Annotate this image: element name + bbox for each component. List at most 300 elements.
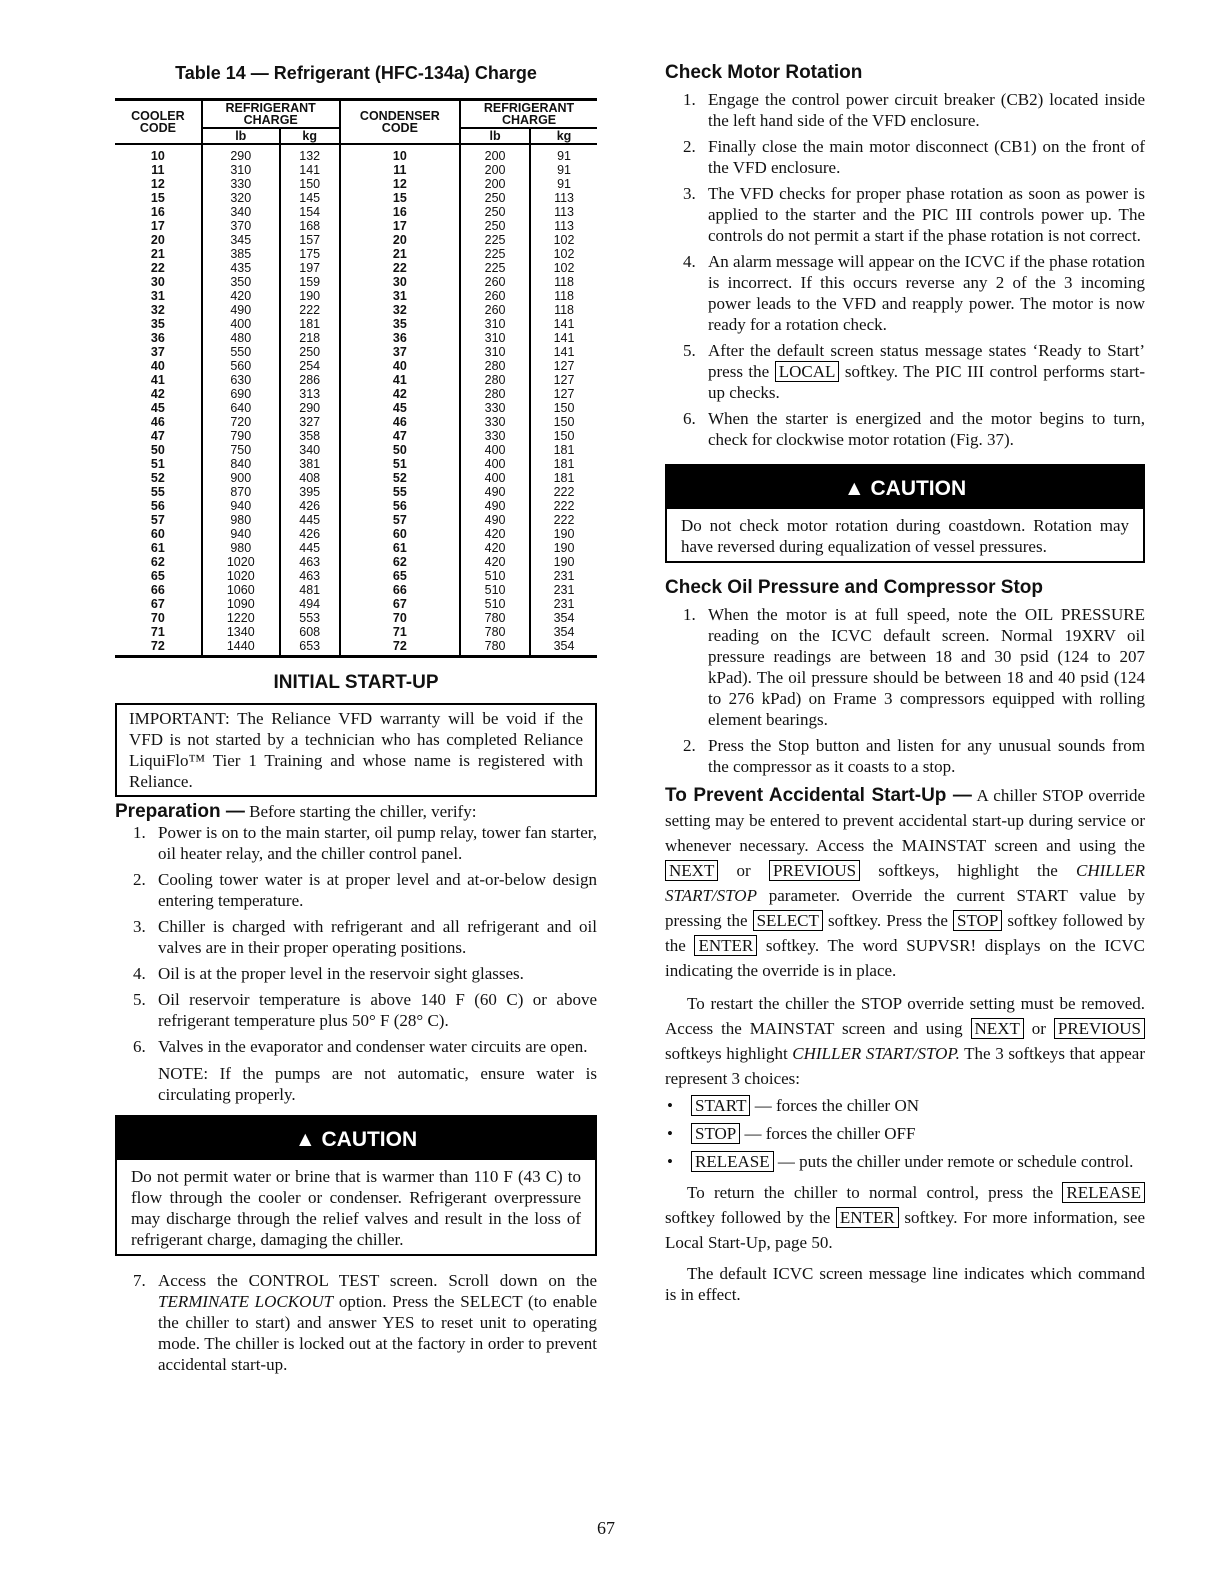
cooler-kg: 145 <box>280 191 340 205</box>
item-text: When the motor is at full speed, note the OIL PRESSURE reading on the ICVC default screen. Normal 19XRV oil pressure readings are between 18 and 30 psid (124 to 207 kPad). The oil pressure should be between 18 and 40 psid (124 to 276 kPad) on Frame 3 compressors equipped with rolling element bearings. <box>708 605 1145 729</box>
header-kg: kg <box>280 128 340 144</box>
table-row <box>115 373 597 387</box>
list-item <box>665 183 1145 246</box>
cooler-code: 56 <box>150 499 165 513</box>
condenser-code: 50 <box>340 443 461 457</box>
cooler-lb: 1020 <box>202 555 280 569</box>
cooler-lb: 980 <box>202 513 280 527</box>
condenser-code: 37 <box>340 345 461 359</box>
condenser-code: 57 <box>340 513 461 527</box>
paragraph-text: A chiller STOP override setting may be entered to prevent accidental start-up during service or whenever necessary. Access the MAINSTAT screen and using the <box>665 786 1145 855</box>
table-row <box>115 527 597 541</box>
cooler-code: 20 <box>150 233 165 247</box>
cooler-lb: 310 <box>202 163 280 177</box>
condenser-code: 47 <box>340 429 461 443</box>
softkey-label: PREVIOUS <box>769 860 860 881</box>
table-row <box>115 499 597 513</box>
item-number: 4. <box>133 964 146 983</box>
condenser-lb: 250 <box>460 191 530 205</box>
table-row <box>115 359 597 373</box>
condenser-code: 46 <box>340 415 461 429</box>
cooler-lb: 1060 <box>202 583 280 597</box>
cooler-lb: 290 <box>202 144 280 163</box>
cooler-kg: 132 <box>280 144 340 163</box>
cooler-lb: 550 <box>202 345 280 359</box>
item-number: 3. <box>133 917 146 936</box>
cooler-code: 37 <box>150 345 165 359</box>
cooler-kg: 175 <box>280 247 340 261</box>
condenser-code: 42 <box>340 387 461 401</box>
prevent-startup-heading: To Prevent Accidental Start-Up — <box>665 785 972 806</box>
cooler-lb: 870 <box>202 485 280 499</box>
condenser-lb: 280 <box>460 359 530 373</box>
cooler-lb: 1220 <box>202 611 280 625</box>
page-number: 67 <box>597 1518 615 1538</box>
table-row <box>115 471 597 485</box>
parameter-name: CHILLER START/STOP. <box>792 1044 960 1063</box>
item-number: 1. <box>683 605 696 624</box>
item-number: 7. <box>133 1271 146 1290</box>
cooler-kg: 222 <box>280 303 340 317</box>
condenser-lb: 280 <box>460 387 530 401</box>
condenser-code: 12 <box>340 177 461 191</box>
item-text: Finally close the main motor disconnect (CB1) on the front of the VFD enclosure. <box>708 137 1145 177</box>
preparation-intro: Before starting the chiller, verify: <box>244 802 477 821</box>
cooler-lb: 350 <box>202 275 280 289</box>
condenser-kg: 127 <box>530 373 597 387</box>
cooler-code: 32 <box>150 303 165 317</box>
item-number: 1. <box>133 823 146 842</box>
cooler-kg: 181 <box>280 317 340 331</box>
list-item <box>665 735 1145 777</box>
cooler-kg: 159 <box>280 275 340 289</box>
condenser-lb: 200 <box>460 177 530 191</box>
item-text: Press the Stop button and listen for any unusual sounds from the compressor as it coasts to a stop. <box>708 736 1145 776</box>
table-row <box>115 429 597 443</box>
bullet-icon: • <box>667 1124 673 1143</box>
condenser-lb: 225 <box>460 233 530 247</box>
cooler-kg: 494 <box>280 597 340 611</box>
cooler-lb: 420 <box>202 289 280 303</box>
item-text: — forces the chiller OFF <box>740 1124 916 1143</box>
cooler-lb: 1440 <box>202 639 280 657</box>
cooler-kg: 553 <box>280 611 340 625</box>
condenser-code: 45 <box>340 401 461 415</box>
list-item <box>665 408 1145 450</box>
cooler-kg: 286 <box>280 373 340 387</box>
paragraph-text: softkeys, highlight the <box>860 861 1077 880</box>
table-row <box>115 275 597 289</box>
condenser-lb: 260 <box>460 303 530 317</box>
softkey-label: SELECT <box>753 910 823 931</box>
condenser-kg: 141 <box>530 317 597 331</box>
condenser-code: 41 <box>340 373 461 387</box>
table-title: Table 14 — Refrigerant (HFC-134a) Charge <box>175 63 537 83</box>
cooler-code: 47 <box>150 429 165 443</box>
condenser-lb: 330 <box>460 415 530 429</box>
softkey-label: ENTER <box>694 935 757 956</box>
softkey-label: PREVIOUS <box>1054 1018 1145 1039</box>
cooler-lb: 490 <box>202 303 280 317</box>
condenser-lb: 200 <box>460 144 530 163</box>
condenser-kg: 222 <box>530 485 597 499</box>
item-text: Power is on to the main starter, oil pump relay, tower fan starter, oil heater relay, and the chiller control panel. <box>158 823 597 863</box>
bullet-icon: • <box>667 1152 673 1171</box>
cooler-kg: 313 <box>280 387 340 401</box>
item-number: 6. <box>133 1037 146 1056</box>
cooler-code: 60 <box>150 527 165 541</box>
item-text-italic: TERMINATE LOCKOUT <box>158 1292 334 1311</box>
warning-icon: ▲ <box>843 477 865 500</box>
item-text: — puts the chiller under remote or schedule control. <box>773 1152 1134 1171</box>
condenser-code: 15 <box>340 191 461 205</box>
condenser-kg: 190 <box>530 541 597 555</box>
list-item <box>115 869 597 911</box>
item-text: The VFD checks for proper phase rotation as soon as power is applied to the starter and the PIC III controls power up. The controls do not permit a start if the phase rotation is not correct. <box>708 184 1145 245</box>
caution-box <box>665 464 1145 563</box>
condenser-kg: 102 <box>530 247 597 261</box>
condenser-kg: 181 <box>530 443 597 457</box>
list-item <box>115 1270 597 1375</box>
item-text: When the starter is energized and the motor begins to turn, check for clockwise motor rotation (Fig. 37). <box>708 409 1145 449</box>
cooler-code: 46 <box>150 415 165 429</box>
condenser-kg: 118 <box>530 289 597 303</box>
condenser-code: 36 <box>340 331 461 345</box>
caution-text: Do not check motor rotation during coastdown. Rotation may have reversed during equalization of vessel pressures. <box>681 516 1129 556</box>
header-refrigerant-charge: REFRIGERANT CHARGE <box>460 100 597 129</box>
cooler-kg: 445 <box>280 541 340 555</box>
condenser-kg: 141 <box>530 345 597 359</box>
prevent-startup-paragraph <box>665 783 1145 983</box>
condenser-code: 60 <box>340 527 461 541</box>
preparation-list <box>115 822 597 1105</box>
caution-label: CAUTION <box>870 477 967 500</box>
list-item <box>115 916 597 958</box>
cooler-code: 61 <box>150 541 165 555</box>
condenser-kg: 354 <box>530 639 597 657</box>
item-note: NOTE: If the pumps are not automatic, ensure water is circulating properly. <box>158 1064 597 1104</box>
cooler-kg: 395 <box>280 485 340 499</box>
condenser-lb: 200 <box>460 163 530 177</box>
condenser-lb: 510 <box>460 597 530 611</box>
cooler-lb: 980 <box>202 541 280 555</box>
condenser-lb: 280 <box>460 373 530 387</box>
table-row <box>115 219 597 233</box>
cooler-lb: 940 <box>202 527 280 541</box>
condenser-code: 22 <box>340 261 461 275</box>
cooler-lb: 340 <box>202 205 280 219</box>
refrigerant-charge-table <box>115 98 597 658</box>
cooler-code: 71 <box>150 625 165 639</box>
table-row <box>115 443 597 457</box>
condenser-kg: 222 <box>530 513 597 527</box>
cooler-kg: 290 <box>280 401 340 415</box>
condenser-lb: 250 <box>460 205 530 219</box>
cooler-lb: 385 <box>202 247 280 261</box>
motor-rotation-list <box>665 89 1145 450</box>
softkey-label: NEXT <box>971 1018 1024 1039</box>
cooler-code: 41 <box>150 373 165 387</box>
condenser-kg: 190 <box>530 555 597 569</box>
condenser-kg: 181 <box>530 457 597 471</box>
softkey-label: STOP <box>953 910 1002 931</box>
cooler-kg: 190 <box>280 289 340 303</box>
condenser-kg: 150 <box>530 429 597 443</box>
list-item <box>665 136 1145 178</box>
table-row <box>115 569 597 583</box>
condenser-lb: 310 <box>460 317 530 331</box>
cooler-code: 36 <box>150 331 165 345</box>
bullet-icon: • <box>667 1096 673 1115</box>
cooler-code: 57 <box>150 513 165 527</box>
table-row <box>115 163 597 177</box>
cooler-lb: 630 <box>202 373 280 387</box>
list-item <box>665 1095 1145 1116</box>
table-row <box>115 583 597 597</box>
cooler-kg: 408 <box>280 471 340 485</box>
condenser-kg: 150 <box>530 401 597 415</box>
condenser-lb: 310 <box>460 345 530 359</box>
header-kg: kg <box>530 128 597 144</box>
table-row <box>115 541 597 555</box>
condenser-lb: 490 <box>460 485 530 499</box>
condenser-code: 55 <box>340 485 461 499</box>
cooler-kg: 358 <box>280 429 340 443</box>
condenser-kg: 118 <box>530 275 597 289</box>
condenser-code: 32 <box>340 303 461 317</box>
item-number: 2. <box>683 137 696 156</box>
cooler-code: 72 <box>150 639 165 653</box>
cooler-kg: 426 <box>280 527 340 541</box>
condenser-lb: 780 <box>460 625 530 639</box>
condenser-kg: 102 <box>530 233 597 247</box>
cooler-code: 40 <box>150 359 165 373</box>
condenser-kg: 181 <box>530 471 597 485</box>
table-row <box>115 205 597 219</box>
condenser-code: 35 <box>340 317 461 331</box>
cooler-code: 31 <box>150 289 165 303</box>
table-row <box>115 144 597 163</box>
condenser-lb: 330 <box>460 429 530 443</box>
cooler-kg: 463 <box>280 569 340 583</box>
cooler-kg: 653 <box>280 639 340 657</box>
list-item <box>665 1151 1145 1172</box>
table-row <box>115 331 597 345</box>
paragraph-text: To restart the chiller the STOP override setting must be removed. Access the MAINSTAT screen and using <box>665 994 1145 1038</box>
condenser-code: 51 <box>340 457 461 471</box>
paragraph-text: softkey followed by the <box>665 1208 836 1227</box>
cooler-lb: 370 <box>202 219 280 233</box>
paragraph-text: softkey. Press the <box>822 911 954 930</box>
table-row <box>115 611 597 625</box>
parameter-name: CHILLER START/STOP <box>665 861 1145 905</box>
cooler-code: 51 <box>150 457 165 471</box>
cooler-code: 22 <box>150 261 165 275</box>
header-condenser-code: CONDENSER CODE <box>340 100 461 145</box>
header-cooler-code: COOLER CODE <box>131 109 185 135</box>
condenser-kg: 113 <box>530 219 597 233</box>
cooler-lb: 1340 <box>202 625 280 639</box>
cooler-kg: 254 <box>280 359 340 373</box>
cooler-code: 35 <box>150 317 165 331</box>
paragraph-text: The 3 softkeys that appear represent 3 choices: <box>665 1044 1145 1088</box>
table-row <box>115 345 597 359</box>
softkey-label: LOCAL <box>775 361 840 382</box>
cooler-code: 67 <box>150 597 165 611</box>
item-number: 6. <box>683 409 696 428</box>
table-row <box>115 387 597 401</box>
cooler-kg: 327 <box>280 415 340 429</box>
cooler-code: 52 <box>150 471 165 485</box>
header-refrigerant-charge: REFRIGERANT CHARGE <box>202 100 340 129</box>
condenser-lb: 490 <box>460 513 530 527</box>
paragraph-text: softkey. For more information, see Local Start-Up, page 50. <box>665 1208 1145 1252</box>
important-text: IMPORTANT: The Reliance VFD warranty will be void if the VFD is not started by a technician who has completed Reliance LiquiFlo™ Tier 1 Training and whose name is registered with Reliance. <box>129 709 583 791</box>
cooler-code: 66 <box>150 583 165 597</box>
list-item <box>115 822 597 864</box>
table-row <box>115 513 597 527</box>
restart-paragraph <box>665 991 1145 1091</box>
cooler-code: 70 <box>150 611 165 625</box>
item-number: 4. <box>683 252 696 271</box>
condenser-kg: 222 <box>530 499 597 513</box>
item-number: 1. <box>683 90 696 109</box>
paragraph-text: softkey. The word SUPVSR! displays on the ICVC indicating the override is in place. <box>665 936 1145 980</box>
softkey-label: NEXT <box>665 860 718 881</box>
caution-label: CAUTION <box>321 1128 418 1151</box>
condenser-lb: 490 <box>460 499 530 513</box>
paragraph-text: softkeys highlight <box>665 1044 793 1063</box>
condenser-kg: 354 <box>530 625 597 639</box>
list-item <box>665 340 1145 403</box>
condenser-lb: 400 <box>460 457 530 471</box>
table-row <box>115 289 597 303</box>
item-text: Oil is at the proper level in the reservoir sight glasses. <box>158 964 524 983</box>
item-number: 3. <box>683 184 696 203</box>
list-item <box>115 963 597 984</box>
condenser-lb: 250 <box>460 219 530 233</box>
cooler-lb: 320 <box>202 191 280 205</box>
condenser-kg: 150 <box>530 415 597 429</box>
condenser-lb: 260 <box>460 289 530 303</box>
item-text: Chiller is charged with refrigerant and all refrigerant and oil valves are in their proper operating positions. <box>158 917 597 957</box>
cooler-lb: 840 <box>202 457 280 471</box>
condenser-kg: 231 <box>530 583 597 597</box>
condenser-lb: 510 <box>460 569 530 583</box>
table-row <box>115 233 597 247</box>
cooler-kg: 608 <box>280 625 340 639</box>
condenser-kg: 118 <box>530 303 597 317</box>
item-text: Valves in the evaporator and condenser water circuits are open. <box>158 1037 588 1056</box>
cooler-kg: 481 <box>280 583 340 597</box>
table-row <box>115 457 597 471</box>
paragraph-text: parameter. Override the current START value by pressing the <box>665 886 1145 930</box>
preparation-heading: Preparation — <box>115 801 245 822</box>
condenser-code: 65 <box>340 569 461 583</box>
condenser-code: 10 <box>340 144 461 163</box>
condenser-lb: 420 <box>460 541 530 555</box>
oil-pressure-heading: Check Oil Pressure and Compressor Stop <box>665 577 1044 598</box>
cooler-lb: 480 <box>202 331 280 345</box>
item-text: An alarm message will appear on the ICVC if the phase rotation is incorrect. If this occurs reverse any 2 of the 3 incoming power leads to the VFD and reapply power. The motor is now ready for a rotation check. <box>708 252 1145 334</box>
condenser-lb: 420 <box>460 527 530 541</box>
list-item <box>665 251 1145 335</box>
cooler-lb: 330 <box>202 177 280 191</box>
item-text: option. Press the SELECT (to enable the chiller to start) and answer YES to reset unit to operating mode. The chiller is locked out at the factory in order to prevent accidental start-up. <box>158 1292 597 1374</box>
condenser-lb: 400 <box>460 443 530 457</box>
cooler-kg: 157 <box>280 233 340 247</box>
important-notice <box>115 703 597 797</box>
condenser-kg: 91 <box>530 144 597 163</box>
cooler-kg: 150 <box>280 177 340 191</box>
softkey-label: STOP <box>691 1123 740 1144</box>
table-row <box>115 485 597 499</box>
initial-startup-heading: INITIAL START-UP <box>273 672 439 693</box>
table-row <box>115 597 597 611</box>
paragraph-text: softkey followed by the <box>665 911 1145 955</box>
condenser-code: 70 <box>340 611 461 625</box>
list-item <box>115 989 597 1031</box>
condenser-code: 62 <box>340 555 461 569</box>
condenser-kg: 102 <box>530 261 597 275</box>
condenser-lb: 225 <box>460 247 530 261</box>
cooler-code: 10 <box>150 149 165 163</box>
cooler-kg: 445 <box>280 513 340 527</box>
cooler-lb: 940 <box>202 499 280 513</box>
condenser-lb: 780 <box>460 639 530 657</box>
cooler-code: 16 <box>150 205 165 219</box>
cooler-lb: 900 <box>202 471 280 485</box>
item-number: 2. <box>133 870 146 889</box>
cooler-lb: 750 <box>202 443 280 457</box>
table-row <box>115 625 597 639</box>
condenser-code: 71 <box>340 625 461 639</box>
cooler-lb: 640 <box>202 401 280 415</box>
cooler-code: 17 <box>150 219 165 233</box>
condenser-code: 30 <box>340 275 461 289</box>
condenser-code: 61 <box>340 541 461 555</box>
condenser-kg: 141 <box>530 331 597 345</box>
condenser-kg: 113 <box>530 191 597 205</box>
cooler-code: 11 <box>151 163 165 177</box>
softkey-label: RELEASE <box>691 1151 774 1172</box>
item-text: Cooling tower water is at proper level and at-or-below design entering temperature. <box>158 870 597 910</box>
condenser-kg: 231 <box>530 569 597 583</box>
caution-text: Do not permit water or brine that is warmer than 110 F (43 C) to flow through the cooler or condenser. Refrigerant overpressure may discharge through the relief valves and result in the loss of refrigerant charge, damaging the chiller. <box>131 1167 581 1249</box>
condenser-code: 16 <box>340 205 461 219</box>
cooler-lb: 1090 <box>202 597 280 611</box>
softkey-label: ENTER <box>836 1207 899 1228</box>
cooler-code: 65 <box>150 569 165 583</box>
cooler-code: 50 <box>150 443 165 457</box>
cooler-kg: 141 <box>280 163 340 177</box>
cooler-kg: 426 <box>280 499 340 513</box>
list-item <box>665 604 1145 730</box>
condenser-lb: 420 <box>460 555 530 569</box>
cooler-kg: 197 <box>280 261 340 275</box>
cooler-lb: 790 <box>202 429 280 443</box>
return-control-paragraph <box>665 1180 1145 1255</box>
table-row <box>115 415 597 429</box>
paragraph-text: The default ICVC screen message line indicates which command is in effect. <box>665 1264 1145 1304</box>
cooler-code: 30 <box>150 275 165 289</box>
condenser-kg: 91 <box>530 177 597 191</box>
cooler-code: 42 <box>150 387 165 401</box>
item-text: softkey. The PIC III control performs start-up checks. <box>708 362 1145 402</box>
condenser-lb: 780 <box>460 611 530 625</box>
cooler-code: 62 <box>150 555 165 569</box>
warning-icon: ▲ <box>294 1128 316 1151</box>
